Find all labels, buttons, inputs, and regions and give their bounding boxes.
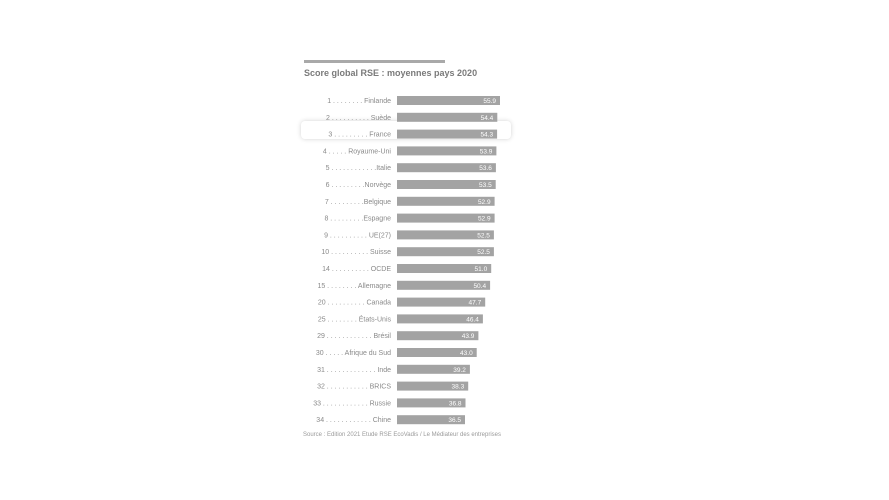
row-label: 9 . . . . . . . . . . UE(27)	[324, 232, 391, 240]
bar-value-label: 53.6	[479, 165, 492, 173]
row-label: 33 . . . . . . . . . . . . Russie	[313, 400, 391, 408]
bar-value-label: 54.4	[480, 114, 494, 122]
bar-value-label: 54.3	[480, 131, 494, 139]
row-label: 5 . . . . . . . . . . . .Italie	[325, 165, 391, 173]
bar-value-label: 53.5	[479, 182, 492, 189]
bar-value-label: 53.9	[479, 148, 493, 156]
bar-value-label: 52.5	[477, 232, 490, 240]
row-label: 4 . . . . . Royaume-Uni	[322, 148, 391, 156]
bar-value-label: 52.9	[477, 198, 491, 206]
bar-value-label: 36.8	[448, 400, 462, 408]
row-label: 7 . . . . . . . . .Belgique	[324, 198, 391, 206]
row-label: 15 . . . . . . . . Allemagne	[317, 282, 391, 290]
row-label: 31 . . . . . . . . . . . . . Inde	[317, 366, 391, 374]
row-label: 29 . . . . . . . . . . . . Brésil	[317, 333, 391, 341]
bar-value-label: 39.2	[453, 366, 466, 374]
bar-value-label: 43.0	[460, 350, 473, 357]
row-label: 1 . . . . . . . . Finlande	[327, 98, 391, 105]
bar-value-label: 55.9	[483, 98, 496, 105]
row-label: 30 . . . . . Afrique du Sud	[315, 350, 391, 357]
row-label: 8 . . . . . . . . .Espagne	[324, 215, 391, 223]
row-label: 20 . . . . . . . . . . Canada	[317, 299, 391, 307]
bar-value-label: 36.5	[448, 417, 461, 425]
bar-value-label: 38.3	[451, 383, 465, 391]
row-label: 6 . . . . . . . . .Norvège	[325, 182, 391, 189]
bar-value-label: 47.7	[468, 299, 482, 307]
bar-value-label: 43.9	[461, 333, 475, 341]
row-label: 14 . . . . . . . . . . OCDE	[322, 266, 391, 273]
row-label: 25 . . . . . . . . États-Unis	[317, 316, 391, 324]
row-label: 2 . . . . . . . . . . Suède	[326, 114, 391, 122]
row-label: 34 . . . . . . . . . . . . Chine	[316, 417, 391, 425]
row-label: 32 . . . . . . . . . . . BRICS	[317, 383, 391, 391]
row-label: 10 . . . . . . . . . . Suisse	[321, 249, 391, 257]
row-label: 3 . . . . . . . . . France	[328, 131, 391, 139]
bar-value-label: 46.4	[466, 316, 479, 324]
bar-value-label: 50.4	[473, 282, 487, 290]
chart-title: Score global RSE : moyennes pays 2020	[304, 68, 478, 78]
source-note: Source : Edition 2021 Etude RSE EcoVadis / Le Médiateur des entreprises	[303, 432, 502, 438]
bar-value-label: 52.5	[477, 249, 490, 257]
bar-value-label: 51.0	[474, 266, 488, 273]
bar-value-label: 52.9	[477, 215, 491, 223]
